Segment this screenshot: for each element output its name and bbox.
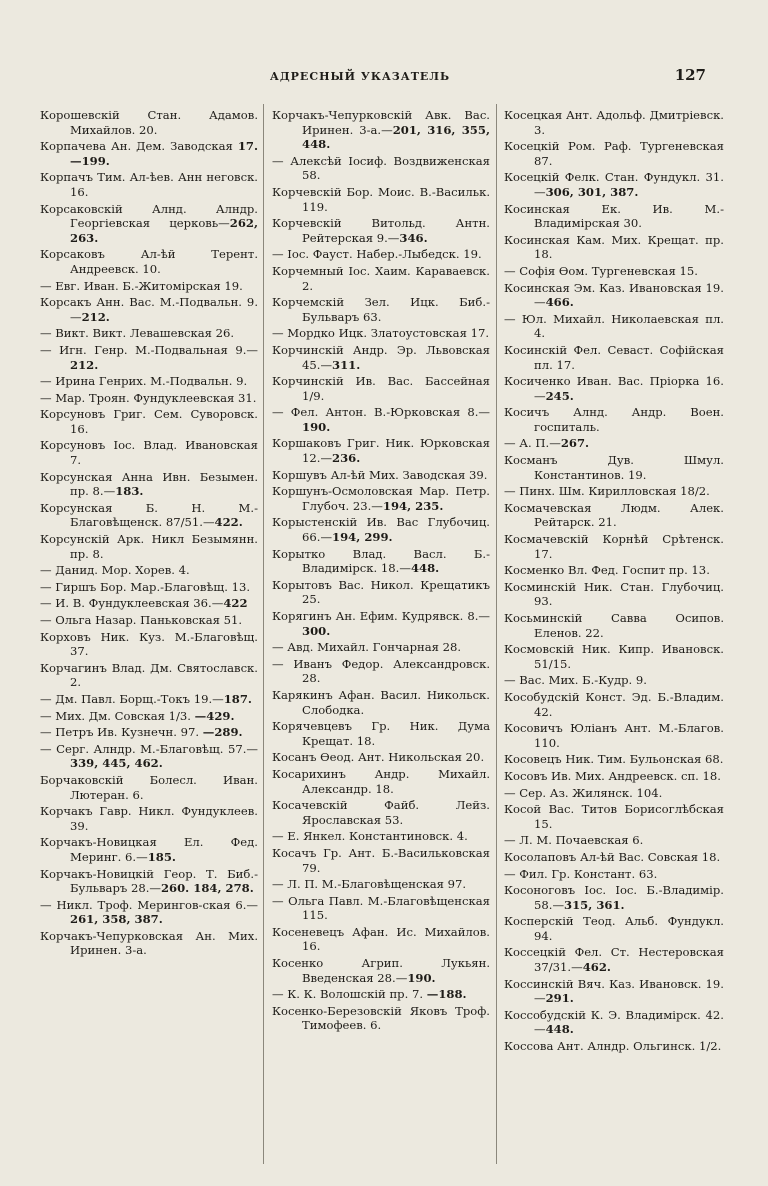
directory-entry (504, 883, 724, 912)
entry-text: — Алексѣй Іосиф. Воздвиженская 58. (272, 153, 490, 183)
directory-entry (40, 343, 258, 372)
entry-text: Коршувъ Ал-ѣй Мих. Заводская 39. (272, 467, 488, 482)
directory-entry (272, 326, 490, 341)
entry-phone: 183. (115, 484, 144, 499)
entry-text: Косецкій Ром. Раф. Тургеневская 87. (504, 139, 724, 168)
entry-phone: 300. (302, 623, 331, 638)
entry-phone: 261, 358, 387. (70, 912, 163, 927)
entry-text: — Ольга Павл. М.-Благовѣщенская 115. (272, 893, 490, 923)
entry-phone: —188. (426, 987, 467, 1002)
entry-text: — Авд. Михайл. Гончарная 28. (272, 640, 462, 655)
entry-phone: 190. (302, 419, 331, 434)
entry-text: Корчакъ-Чепурковская Ан. Мих. Иринен. 3-а. (40, 928, 258, 958)
directory-entry (272, 374, 490, 403)
entry-text: — К. К. Волошскій пр. 7. (272, 987, 427, 1002)
directory-entry (40, 501, 258, 530)
directory-entry (40, 139, 258, 168)
entry-text: Корытко Влад. Васл. Б.-Владимірск. 18.— (272, 546, 490, 576)
entry-phone: 262, 263. (70, 216, 258, 245)
entry-phone: 17.—199. (70, 139, 258, 168)
entry-phone: 339, 445, 462. (70, 756, 163, 771)
entry-text: — Фил. Гр. Констант. 63. (504, 866, 658, 881)
directory-entry (504, 721, 724, 750)
entry-text: Косинскій Фел. Севаст. Софійская пл. 17. (504, 342, 724, 372)
directory-entry (272, 829, 490, 844)
entry-text: Косперскій Теод. Альб. Фундукл. 94. (504, 914, 724, 943)
directory-entry (272, 1004, 490, 1033)
running-title: АДРЕСНЫЙ УКАЗАТЕЛЬ (269, 70, 451, 83)
directory-entry (504, 264, 724, 279)
entry-text: Корсунскій Арк. Никл Безымянн. пр. 8. (40, 532, 258, 561)
entry-text: Косминскій Ник. Стан. Глубочиц. 93. (504, 579, 724, 609)
entry-text: Корчевскій Бор. Моис. В.-Васильк. 119. (272, 184, 490, 214)
entry-phone: 194, 299. (332, 530, 393, 545)
column-divider (263, 104, 264, 1164)
entry-text: Корчакъ-Чепурковскій Авк. Вас. Иринен. 3-а.— (272, 108, 490, 137)
directory-entry (40, 661, 258, 690)
entry-text: Коршунъ-Осмоловская Мар. Петр. Глубоч. 23.— (272, 484, 490, 513)
entry-text: — Ольга Назар. Паньковская 51. (40, 613, 243, 627)
entry-phone: 212. (81, 309, 110, 324)
directory-entry (272, 640, 490, 655)
directory-entry (272, 846, 490, 875)
entry-text: Коссова Ант. Алндр. Ольгинск. 1/2. (504, 1039, 722, 1054)
entry-text: — Гиршъ Бор. Мар.-Благовѣщ. 13. (40, 579, 251, 594)
entry-text: Корячевцевъ Гр. Ник. Дума Крещат. 18. (272, 719, 490, 748)
entry-text: Коссинскій Вяч. Каз. Ивановск. 19.— (504, 976, 724, 1006)
entry-phone: 291. (545, 991, 574, 1006)
directory-entry (504, 139, 724, 168)
directory-column-3 (504, 108, 724, 1056)
entry-text: Косьминскій Савва Осипов. Еленов. 22. (504, 611, 724, 640)
directory-entry (504, 611, 724, 640)
entry-text: — Серг. Алндр. М.-Благовѣщ. 57.— (40, 741, 258, 756)
entry-text: Корчевскій Витольд. Антн. Рейтерская 9.— (272, 216, 490, 245)
entry-text: Корчемный Іос. Хаим. Караваевск. 2. (272, 263, 490, 293)
directory-entry (504, 802, 724, 831)
directory-entry (40, 725, 258, 740)
entry-text: Косовичъ Юліанъ Ант. М.-Благов. 110. (504, 721, 724, 750)
directory-column-1 (40, 108, 258, 960)
directory-entry (40, 835, 258, 864)
directory-entry (40, 407, 258, 436)
entry-text: Борчаковскій Болесл. Иван. Лютеран. 6. (40, 772, 258, 802)
entry-text: — А. П.— (504, 436, 561, 451)
directory-entry (504, 1008, 724, 1037)
directory-entry (272, 609, 490, 638)
entry-text: — Сер. Аз. Жилянск. 104. (504, 785, 663, 800)
entry-text: Корсуновъ Іос. Влад. Ивановская 7. (40, 438, 258, 468)
directory-entry (40, 532, 258, 561)
directory-entry (40, 202, 258, 246)
directory-entry (272, 877, 490, 892)
entry-text: Косолаповъ Ал-ѣй Вас. Совская 18. (504, 849, 721, 864)
entry-phone: 448. (545, 1022, 574, 1037)
entry-text: Корчакъ-Новицкая Ел. Фед. Меринг. 6.— (40, 835, 258, 864)
entry-text: Корсуновъ Григ. Сем. Суворовск. 16. (40, 407, 258, 436)
entry-text: — И. В. Фундуклеевская 36.— (40, 596, 224, 611)
entry-text: — Фел. Антон. В.-Юрковская 8.— (272, 405, 490, 420)
entry-text: — Иванъ Федор. Александровск. 28. (272, 656, 490, 686)
directory-entry (504, 563, 724, 578)
entry-text: Кособудскій Конст. Эд. Б.-Владим. 42. (504, 689, 724, 719)
directory-column-2 (272, 108, 490, 1035)
entry-text: — Данид. Мор. Хорев. 4. (40, 563, 190, 578)
entry-phone: —429. (194, 708, 235, 723)
directory-entry (272, 247, 490, 262)
directory-entry (272, 295, 490, 324)
directory-entry (272, 925, 490, 954)
entry-text: Космачевскій Корнѣй Срѣтенск. 17. (504, 532, 724, 561)
entry-text: Косарихинъ Андр. Михайл. Александр. 18. (272, 766, 490, 796)
directory-entry (272, 719, 490, 748)
entry-text: Корсунская Б. Н. М.-Благовѣщенск. 87/51.— (40, 500, 258, 530)
entry-text: Корховъ Ник. Куз. М.-Благовѣщ. 37. (40, 629, 258, 659)
entry-text: — Никл. Троф. Мерингов-ская 6.— (40, 897, 258, 912)
entry-phone: 462. (582, 960, 611, 975)
entry-phone: 311. (332, 357, 361, 372)
entry-phone: 466. (545, 295, 574, 310)
entry-text: Косичъ Алнд. Андр. Воен. госпиталь. (504, 405, 724, 434)
entry-text: — Вас. Мих. Б.-Кудр. 9. (504, 673, 647, 688)
directory-entry (40, 295, 258, 324)
directory-entry (504, 233, 724, 262)
entry-text: Корыстенскій Ив. Вас Глубочиц. 66.— (272, 515, 490, 545)
directory-entry (272, 578, 490, 607)
directory-entry (40, 630, 258, 659)
directory-entry (504, 867, 724, 882)
directory-entry (504, 202, 724, 231)
entry-phone: 245. (545, 388, 574, 403)
entry-text: Косецкій Фелк. Стан. Фундукл. 31.— (504, 170, 724, 199)
directory-entry (504, 343, 724, 372)
entry-text: Корпачева Ан. Дем. Заводская (40, 139, 238, 154)
entry-text: Косой Вас. Титов Борисоглѣбская 15. (504, 802, 724, 831)
directory-entry (40, 596, 258, 611)
entry-text: Коссецкій Фел. Ст. Нестеровская 37/31.— (504, 945, 724, 975)
entry-text: Корсаковъ Ал-ѣй Терент. Андреевск. 10. (40, 247, 258, 276)
entry-text: Косманъ Дув. Шмул. Константинов. 19. (504, 453, 724, 482)
entry-phone: 267. (560, 436, 590, 451)
directory-entry (504, 453, 724, 482)
directory-entry (272, 657, 490, 686)
entry-text: Косецкая Ант. Адольф. Дмитріевск. 3. (504, 108, 724, 137)
directory-entry (504, 108, 724, 137)
entry-text: — Л. П. М.-Благовѣщенская 97. (272, 877, 467, 892)
entry-text: Корчемскій Зел. Ицк. Биб.-Бульваръ 63. (272, 295, 490, 324)
entry-phone: 260. 184, 278. (160, 881, 254, 896)
directory-entry (504, 833, 724, 848)
directory-entry (504, 1039, 724, 1054)
entry-text: — Евг. Иван. Б.-Житомірская 19. (40, 278, 243, 293)
directory-entry (272, 767, 490, 796)
entry-text: Коссобудскій К. Э. Владимірск. 42.— (504, 1007, 724, 1037)
directory-entry (272, 956, 490, 985)
directory-entry (40, 709, 258, 724)
entry-text: Косинская Ек. Ив. М.-Владимірская 30. (504, 201, 724, 231)
directory-entry (272, 484, 490, 513)
entry-phone: —289. (202, 725, 243, 740)
entry-text: Корягинъ Ан. Ефим. Кудрявск. 8.— (272, 609, 490, 623)
page-number: 127 (674, 66, 706, 84)
entry-text: — Петръ Ив. Кузнечн. 97. (40, 725, 203, 740)
entry-text: Косовецъ Ник. Тим. Бульонская 68. (504, 752, 724, 767)
directory-entry (272, 405, 490, 434)
entry-phone: 422 (223, 596, 248, 611)
entry-text: — Юл. Михайл. Николаевская пл. 4. (504, 311, 724, 341)
entry-phone: 185. (147, 849, 176, 864)
entry-phone: 315, 361. (564, 897, 625, 912)
entry-phone: 190. (407, 970, 436, 985)
directory-entry (504, 405, 724, 434)
directory-entry (40, 613, 258, 628)
directory-entry (504, 374, 724, 403)
directory-entry (504, 769, 724, 784)
directory-entry (272, 343, 490, 372)
directory-entry (40, 170, 258, 199)
entry-phone: 448. (410, 561, 440, 576)
entry-text: — Іос. Фауст. Набер.-Лыбедск. 19. (272, 247, 482, 262)
directory-entry (40, 391, 258, 406)
entry-text: — Дм. Павл. Борщ.-Токъ 19.— (40, 691, 224, 706)
directory-entry (40, 692, 258, 707)
entry-text: — Мар. Троян. Фундуклеевская 31. (40, 390, 257, 405)
entry-text: Косеневецъ Афан. Ис. Михайлов. 16. (272, 924, 490, 954)
entry-text: Космачевская Людм. Алек. Рейтарск. 21. (504, 500, 724, 530)
entry-text: Корытовъ Вас. Никол. Крещатикъ 25. (272, 577, 490, 607)
entry-text: Косанъ Ѳеод. Ант. Никольская 20. (272, 750, 485, 765)
directory-entry (40, 563, 258, 578)
entry-text: Корошевскій Стан. Адамов. Михайлов. 20. (40, 108, 258, 137)
directory-entry (40, 773, 258, 802)
directory-entry (40, 898, 258, 927)
directory-entry (40, 742, 258, 771)
directory-entry (504, 642, 724, 671)
entry-text: Косачъ Гр. Ант. Б.-Васильковская 79. (272, 845, 490, 875)
directory-entry (40, 438, 258, 467)
entry-phone: 194, 235. (382, 498, 444, 513)
directory-entry (504, 580, 724, 609)
entry-text: Карякинъ Афан. Васил. Никольск. Слободка. (272, 687, 490, 717)
entry-text: Косенко Агрип. Лукьян. Введенская 28.— (272, 956, 490, 985)
entry-text: Корсунская Анна Ивн. Безымен. пр. 8.— (40, 469, 258, 499)
entry-phone: 201, 316, 355, 448. (302, 122, 490, 152)
entry-text: Косиченко Иван. Вас. Пріорка 16.— (504, 374, 724, 403)
entry-phone: 187. (223, 691, 252, 706)
directory-entry (504, 436, 724, 451)
directory-entry (40, 326, 258, 341)
entry-text: — Пинх. Шм. Кирилловская 18/2. (504, 484, 710, 499)
entry-text: Косенко-Березовскій Яковъ Троф. Тимофеев. 6. (272, 1003, 490, 1033)
directory-entry (272, 436, 490, 465)
entry-text: Корчинскій Андр. Эр. Львовская 45.— (272, 342, 490, 372)
entry-text: Космовскій Ник. Кипр. Ивановск. 51/15. (504, 642, 724, 671)
directory-entry (504, 786, 724, 801)
directory-entry (504, 281, 724, 310)
directory-entry (504, 850, 724, 865)
entry-text: Косинская Эм. Каз. Ивановская 19.— (504, 280, 724, 310)
entry-text: — Викт. Викт. Левашевская 26. (40, 326, 235, 341)
directory-entry (504, 914, 724, 943)
directory-entry (504, 170, 724, 199)
directory-entry (504, 690, 724, 719)
directory-entry (504, 484, 724, 499)
directory-entry (272, 185, 490, 214)
directory-entry (272, 216, 490, 245)
directory-entry (272, 894, 490, 923)
entry-text: — Мордко Ицк. Златоустовская 17. (272, 326, 490, 341)
directory-entry (272, 108, 490, 152)
entry-text: Корсаковскій Алнд. Алндр. Георгіевская церковь— (40, 201, 258, 231)
entry-phone: 236. (332, 451, 361, 466)
entry-text: — Л. М. Почаевская 6. (504, 833, 644, 848)
directory-entry (504, 977, 724, 1006)
directory-entry (40, 247, 258, 276)
directory-entry (504, 312, 724, 341)
entry-text: Корсакъ Анн. Вас. М.-Подвальн. 9.— (40, 295, 258, 324)
directory-entry (272, 750, 490, 765)
entry-text: Корчакъ Гавр. Никл. Фундуклеев. 39. (40, 804, 258, 833)
directory-entry (40, 470, 258, 499)
entry-phone: 212. (70, 357, 99, 372)
directory-entry (40, 108, 258, 137)
entry-text: Коршаковъ Григ. Ник. Юрковская 12.— (272, 436, 490, 466)
directory-entry (40, 867, 258, 896)
directory-entry (40, 279, 258, 294)
entry-text: Косовъ Ив. Мих. Андреевск. сп. 18. (504, 768, 721, 783)
directory-entry (40, 580, 258, 595)
entry-text: — Е. Янкел. Константиновск. 4. (272, 829, 468, 844)
entry-phone: 346. (399, 230, 428, 245)
directory-entry (272, 798, 490, 827)
directory-entry (504, 673, 724, 688)
entry-text: — Софія Ѳом. Тургеневская 15. (504, 263, 698, 278)
entry-text: — Игн. Генр. М.-Подвальная 9.— (40, 342, 258, 357)
entry-text: Корчакъ-Новицкій Геор. Т. Биб.-Бульваръ 28.— (40, 866, 258, 896)
column-divider (496, 104, 497, 1164)
directory-entry (272, 987, 490, 1002)
directory-entry (272, 547, 490, 576)
directory-entry (272, 468, 490, 483)
directory-entry (272, 154, 490, 183)
directory-entry (504, 501, 724, 530)
directory-entry (40, 929, 258, 958)
entry-text: Косачевскій Файб. Лейз. Ярославская 53. (272, 798, 490, 827)
directory-entry (272, 688, 490, 717)
entry-text: — Ирина Генрих. М.-Подвальн. 9. (40, 374, 248, 389)
entry-phone: 306, 301, 387. (545, 184, 639, 199)
entry-text: Корчинскій Ив. Вас. Бассейная 1/9. (272, 374, 490, 403)
entry-text: Косменко Вл. Фед. Госпит пр. 13. (504, 563, 710, 578)
directory-entry (40, 374, 258, 389)
entry-text: Косинская Кам. Мих. Крещат. пр. 18. (504, 232, 724, 262)
entry-text: Корпачъ Тим. Ал-ѣев. Анн неговск. 16. (40, 170, 258, 199)
entry-text: — Мих. Дм. Совская 1/3. (40, 708, 195, 723)
directory-entry (504, 945, 724, 974)
entry-phone: 422. (214, 515, 243, 530)
entry-text: Корчагинъ Влад. Дм. Святославск. 2. (40, 660, 258, 690)
directory-entry (272, 264, 490, 293)
entry-text: Косоноговъ Іос. Іос. Б.-Владимір. 58.— (504, 883, 724, 912)
directory-entry (40, 804, 258, 833)
directory-entry (504, 532, 724, 561)
directory-entry (272, 515, 490, 544)
directory-entry (504, 752, 724, 767)
